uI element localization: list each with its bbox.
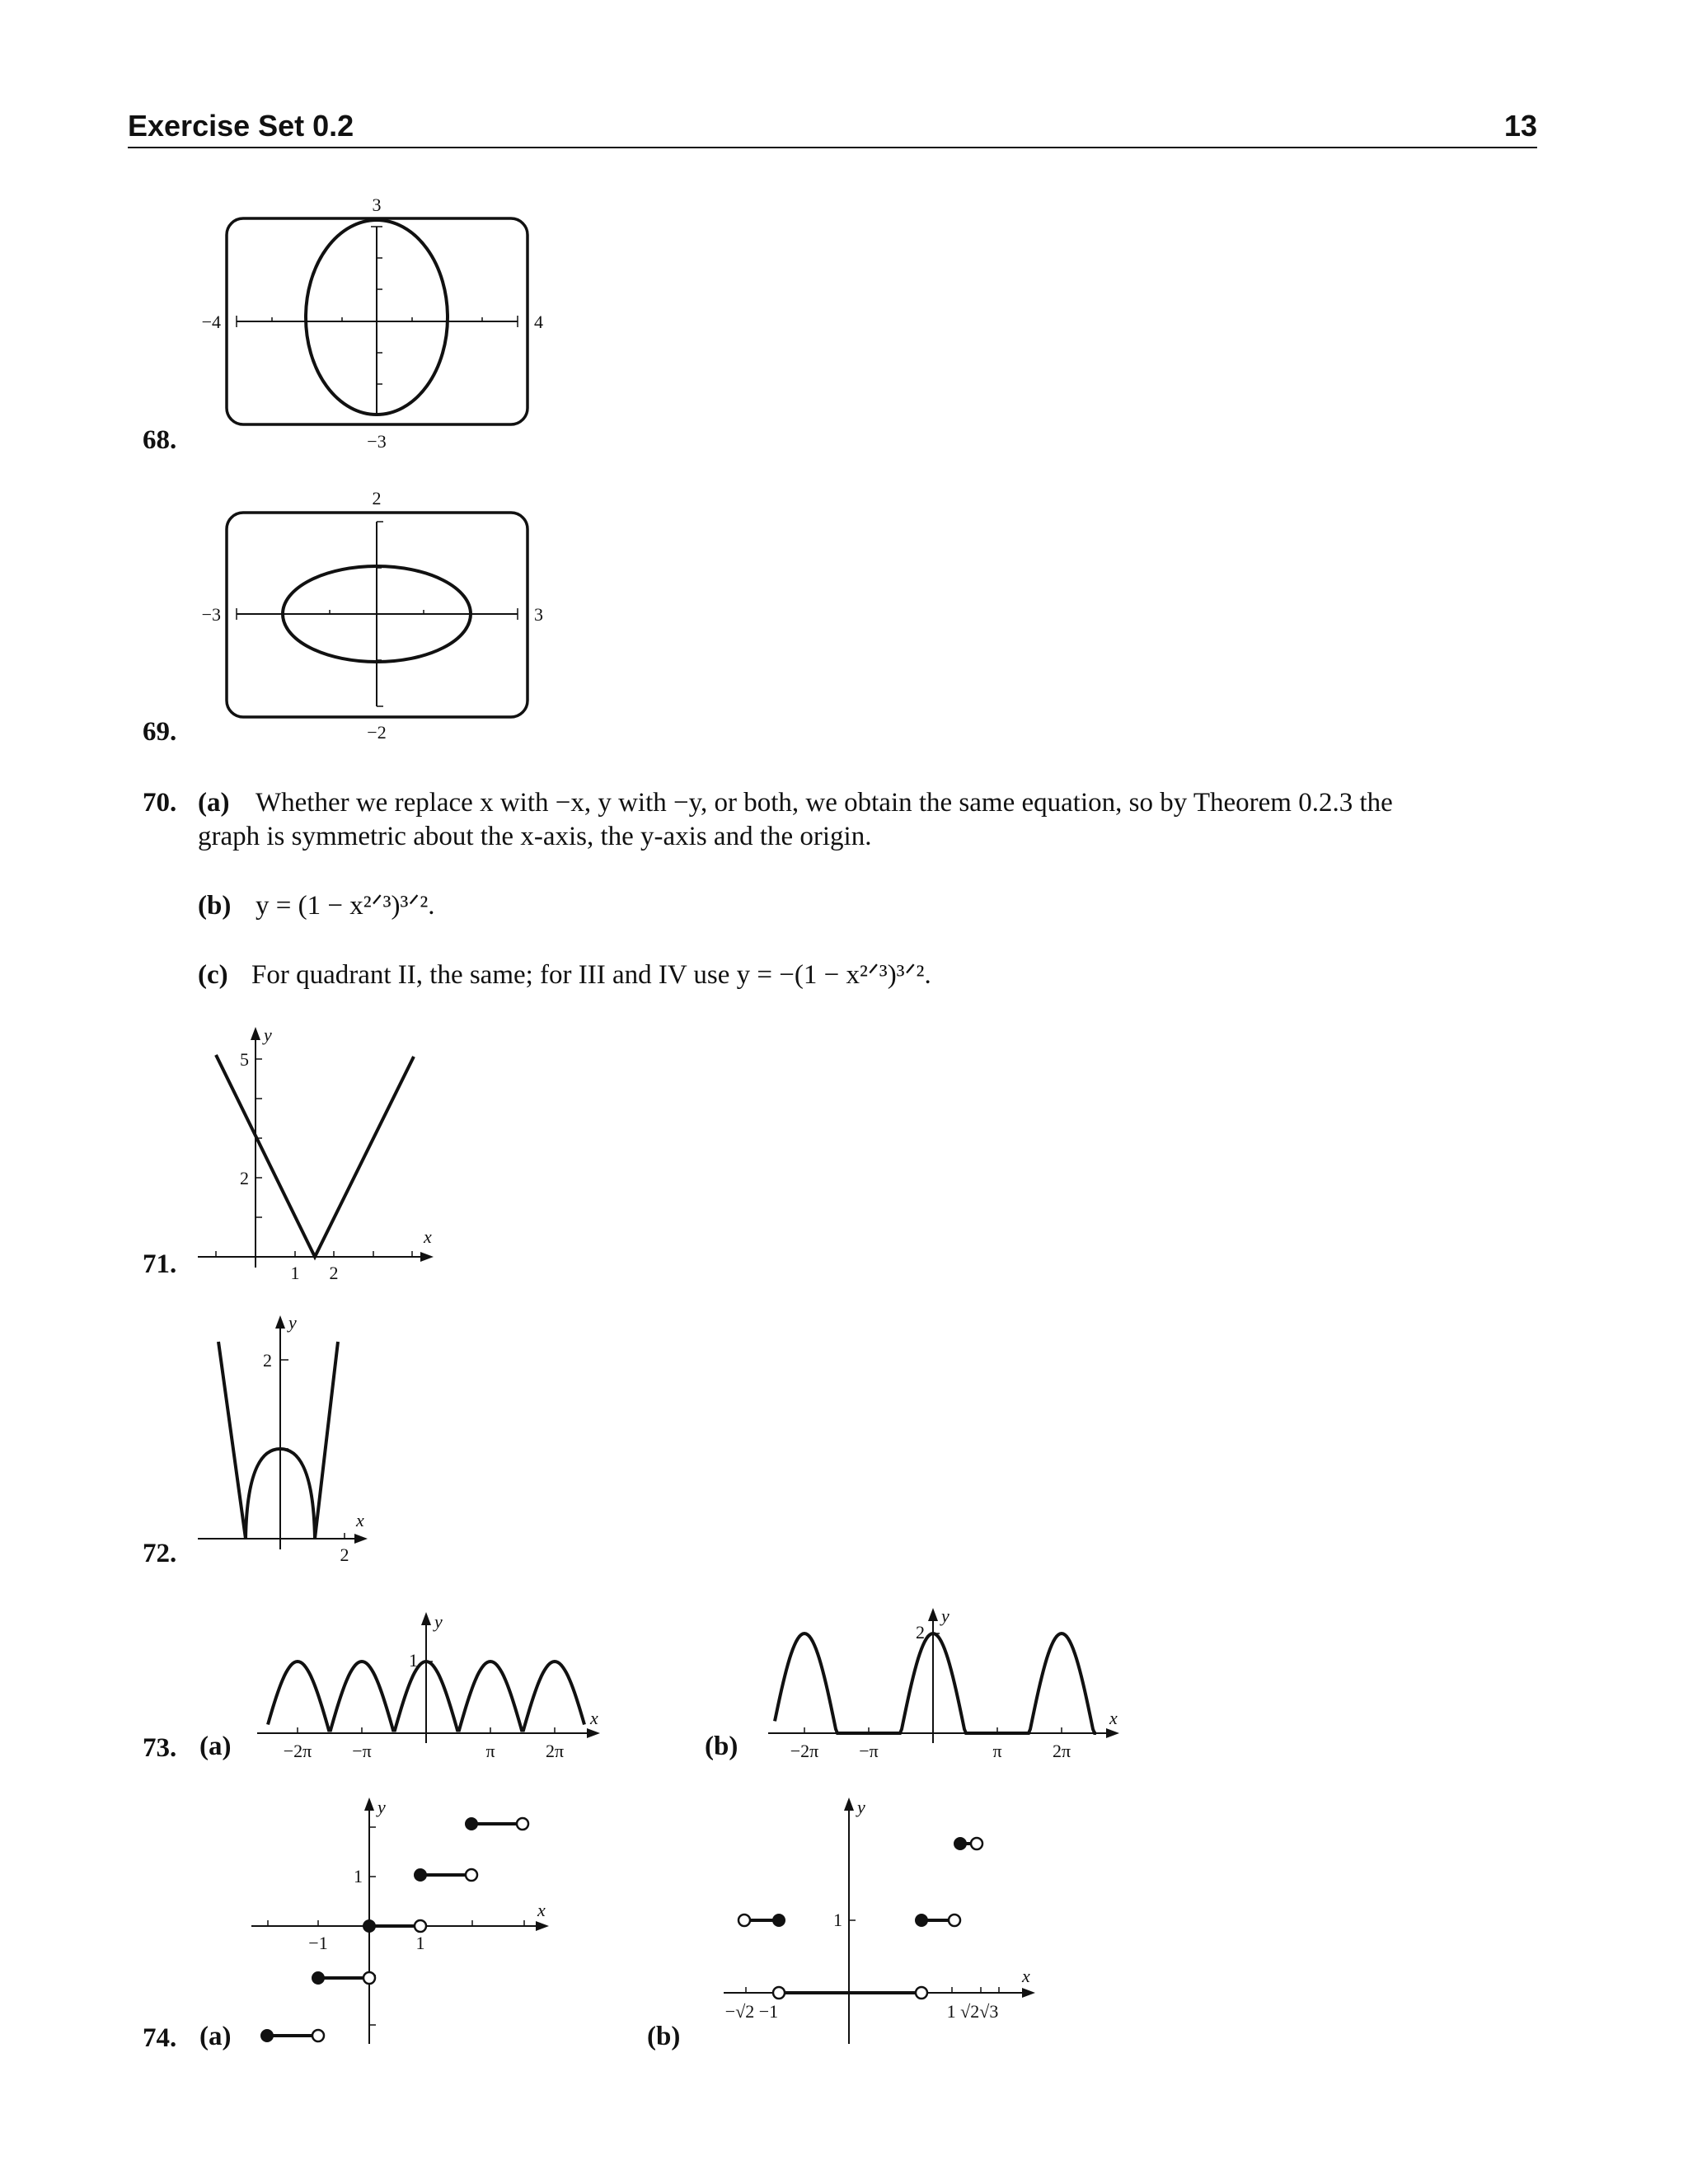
problem-70c-text: For quadrant II, the same; for III and IV use y = −(1 − x²ᐟ³)³ᐟ². <box>251 960 931 990</box>
figure-72-graph <box>198 1315 368 1549</box>
fig68-ymax: 3 <box>372 194 382 215</box>
problem-70-number: 70. <box>143 788 177 818</box>
problem-74b-label: (b) <box>647 2022 681 2051</box>
problem-69-number: 69. <box>143 717 177 747</box>
fig73a-tick-2pi: 2π <box>545 1741 565 1761</box>
fig73a-y-axis-label: y <box>434 1611 443 1632</box>
fig72-y2: 2 <box>263 1350 272 1371</box>
fig68-xmax: 4 <box>534 312 543 332</box>
fig73b-tick-negpi: −π <box>859 1741 879 1761</box>
fig71-x2: 2 <box>329 1263 339 1283</box>
fig69-ymin: −2 <box>367 722 387 743</box>
section-title: Exercise Set 0.2 <box>128 109 354 143</box>
fig73b-x-axis-label: x <box>1109 1708 1118 1728</box>
fig71-x1: 1 <box>290 1263 300 1283</box>
problem-73a-label: (a) <box>199 1732 232 1761</box>
fig68-xmin: −4 <box>201 312 221 332</box>
fig71-y5: 5 <box>240 1049 249 1070</box>
figure-69-ellipse-window <box>227 513 528 717</box>
fig69-xmax: 3 <box>534 604 543 625</box>
fig74a-x1: 1 <box>415 1933 425 1953</box>
fig73a-tick-neg2pi: −2π <box>283 1741 312 1761</box>
fig73a-y1: 1 <box>409 1650 418 1671</box>
fig74b-y1: 1 <box>833 1910 842 1930</box>
fig74b-xpos: 1 √2√3 <box>946 2001 999 2022</box>
figure-68-ellipse-window <box>227 218 528 424</box>
fig74a-x-axis-label: x <box>537 1900 546 1920</box>
problem-70a-line1: Whether we replace x with −x, y with −y, or both, we obtain the same equation, so by Theorem 0.2.3 the <box>256 788 1393 818</box>
fig74b-y-axis-label: y <box>857 1797 865 1817</box>
fig73b-tick-neg2pi: −2π <box>790 1741 819 1761</box>
figure-73a-graph <box>257 1612 600 1743</box>
problem-71-number: 71. <box>143 1249 177 1279</box>
fig73b-y-axis-label: y <box>941 1605 950 1626</box>
fig74b-xneg: −√2 −1 <box>724 2001 779 2022</box>
fig72-y-axis-label: y <box>288 1312 297 1333</box>
problem-74-number: 74. <box>143 2023 177 2053</box>
fig73a-tick-pi: π <box>485 1741 495 1761</box>
fig71-y2: 2 <box>240 1168 249 1188</box>
problem-73-number: 73. <box>143 1733 177 1763</box>
fig73b-tick-pi: π <box>992 1741 1002 1761</box>
fig74b-x-axis-label: x <box>1022 1966 1030 1986</box>
problem-70a-label: (a) <box>198 788 230 818</box>
page-number: 13 <box>1503 109 1537 143</box>
fig69-ymax: 2 <box>372 488 382 509</box>
fig69-xmin: −3 <box>201 604 221 625</box>
fig73a-x-axis-label: x <box>590 1708 598 1728</box>
problem-68-number: 68. <box>143 425 177 455</box>
fig68-ymin: −3 <box>367 431 387 452</box>
fig74a-y-axis-label: y <box>377 1797 386 1817</box>
fig73b-tick-2pi: 2π <box>1052 1741 1071 1761</box>
fig71-x-axis-label: x <box>424 1226 432 1247</box>
figure-73b-graph <box>768 1608 1119 1743</box>
fig74a-xm1: −1 <box>308 1933 328 1953</box>
fig74a-y1: 1 <box>354 1866 363 1886</box>
fig73a-tick-negpi: −π <box>352 1741 372 1761</box>
fig72-x-axis-label: x <box>356 1510 364 1530</box>
fig72-x2: 2 <box>340 1544 349 1565</box>
problem-70b-label: (b) <box>198 891 232 921</box>
fig71-y-axis-label: y <box>264 1024 272 1045</box>
problem-70a-line2: graph is symmetric about the x-axis, the y-axis and the origin. <box>198 822 872 851</box>
problem-70b-text: y = (1 − x²ᐟ³)³ᐟ². <box>256 891 435 921</box>
problem-70c-label: (c) <box>198 960 228 990</box>
figure-74a-step-graph <box>251 1797 549 2044</box>
fig73b-y2: 2 <box>916 1622 925 1643</box>
problem-74a-label: (a) <box>199 2022 232 2051</box>
problem-72-number: 72. <box>143 1539 177 1568</box>
figure-71-abs-graph <box>198 1027 434 1268</box>
problem-73b-label: (b) <box>705 1732 738 1761</box>
